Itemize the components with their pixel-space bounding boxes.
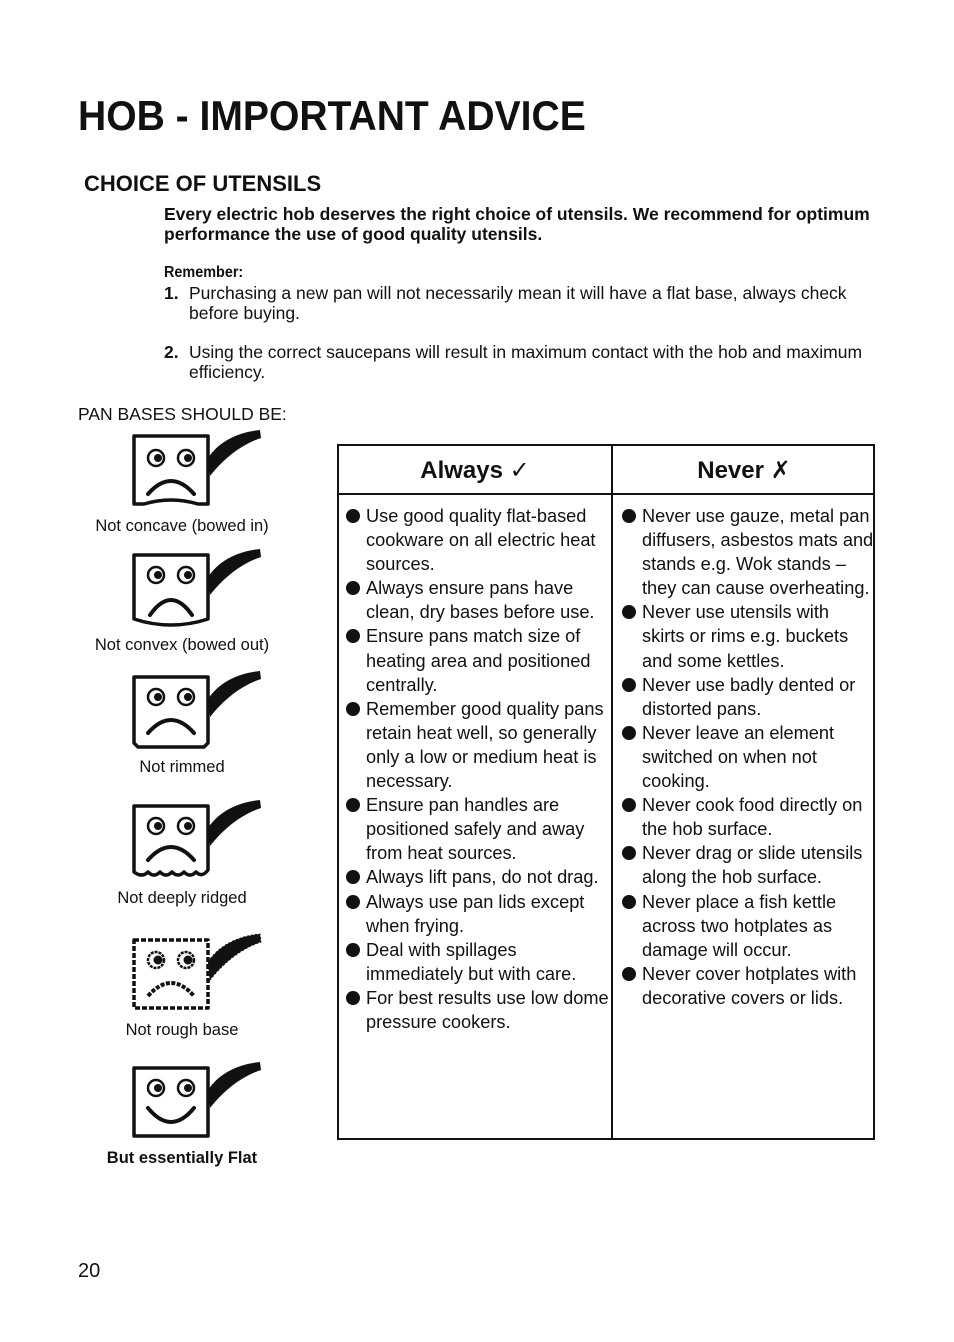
pan-bases-heading: PAN BASES SHOULD BE: bbox=[78, 404, 287, 424]
item-number: 1. bbox=[164, 283, 179, 303]
header-divider bbox=[339, 493, 873, 495]
pan-figure bbox=[82, 930, 282, 1040]
list-item: Never use utensils with skirts or rims e.g. buckets and some kettles. bbox=[617, 600, 875, 672]
list-item: Always ensure pans have clean, dry bases before use. bbox=[341, 576, 609, 624]
sad-pan-ridged-icon bbox=[128, 796, 268, 884]
always-list bbox=[341, 504, 609, 1034]
page-number: 20 bbox=[78, 1260, 101, 1282]
sad-pan-rough-icon bbox=[128, 930, 268, 1016]
list-item: Never leave an element switched on when not cooking. bbox=[617, 721, 875, 793]
list-item: Never use gauze, metal pan diffusers, asbestos mats and stands e.g. Wok stands – they can cause overheating. bbox=[617, 504, 875, 600]
list-item: Ensure pan handles are positioned safely and away from heat sources. bbox=[341, 793, 609, 865]
sad-pan-convex-icon bbox=[128, 545, 268, 631]
list-item: Never cover hotplates with decorative covers or lids. bbox=[617, 962, 875, 1010]
pan-figure bbox=[82, 1058, 282, 1168]
pan-figure bbox=[82, 667, 282, 777]
pan-caption: Not concave (bowed in) bbox=[95, 517, 269, 535]
item-text: Using the correct saucepans will result in maximum contact with the hob and maximum efficiency. bbox=[189, 342, 863, 382]
intro-text: Every electric hob deserves the right choice of utensils. We recommend for optimum performance the use of good quality utensils. bbox=[164, 204, 870, 244]
list-item: Never use badly dented or distorted pans. bbox=[617, 673, 875, 721]
list-item: Ensure pans match size of heating area and positioned centrally. bbox=[341, 624, 609, 696]
never-list bbox=[617, 504, 875, 1010]
sad-pan-rimmed-icon bbox=[128, 667, 268, 753]
section-title: CHOICE OF UTENSILS bbox=[84, 171, 322, 196]
column-divider bbox=[611, 446, 613, 1138]
list-item: Never cook food directly on the hob surface. bbox=[617, 793, 875, 841]
pan-caption: Not convex (bowed out) bbox=[94, 636, 270, 654]
always-header: Always ✓ bbox=[420, 457, 530, 484]
page-title: HOB - IMPORTANT ADVICE bbox=[78, 92, 586, 139]
list-item: For best results use low dome pressure cookers. bbox=[341, 986, 609, 1034]
advice-table bbox=[337, 444, 875, 1140]
numbered-item bbox=[164, 283, 884, 323]
pan-caption: Not deeply ridged bbox=[117, 889, 247, 907]
list-item: Use good quality flat-based cookware on all electric heat sources. bbox=[341, 504, 609, 576]
item-number: 2. bbox=[164, 342, 179, 362]
list-item: Always lift pans, do not drag. bbox=[341, 865, 609, 889]
item-text: Purchasing a new pan will not necessarily mean it will have a flat base, always check before buying. bbox=[189, 283, 847, 323]
pan-caption: Not rimmed bbox=[139, 758, 225, 776]
list-item: Deal with spillages immediately but with care. bbox=[341, 938, 609, 986]
pan-figure bbox=[82, 796, 282, 908]
remember-label: Remember: bbox=[164, 264, 244, 281]
pan-caption: But essentially Flat bbox=[106, 1149, 258, 1167]
pan-figure bbox=[82, 545, 282, 655]
happy-pan-flat-icon bbox=[128, 1058, 268, 1144]
list-item: Always use pan lids except when frying. bbox=[341, 890, 609, 938]
never-header: Never ✗ bbox=[697, 457, 791, 484]
sad-pan-concave-icon bbox=[128, 426, 268, 512]
pan-caption: Not rough base bbox=[125, 1021, 239, 1039]
numbered-item bbox=[164, 342, 884, 382]
list-item: Remember good quality pans retain heat well, so generally only a low or medium heat is necessary. bbox=[341, 697, 609, 793]
pan-figure bbox=[82, 426, 282, 536]
list-item: Never place a fish kettle across two hotplates as damage will occur. bbox=[617, 890, 875, 962]
list-item: Never drag or slide utensils along the hob surface. bbox=[617, 841, 875, 889]
